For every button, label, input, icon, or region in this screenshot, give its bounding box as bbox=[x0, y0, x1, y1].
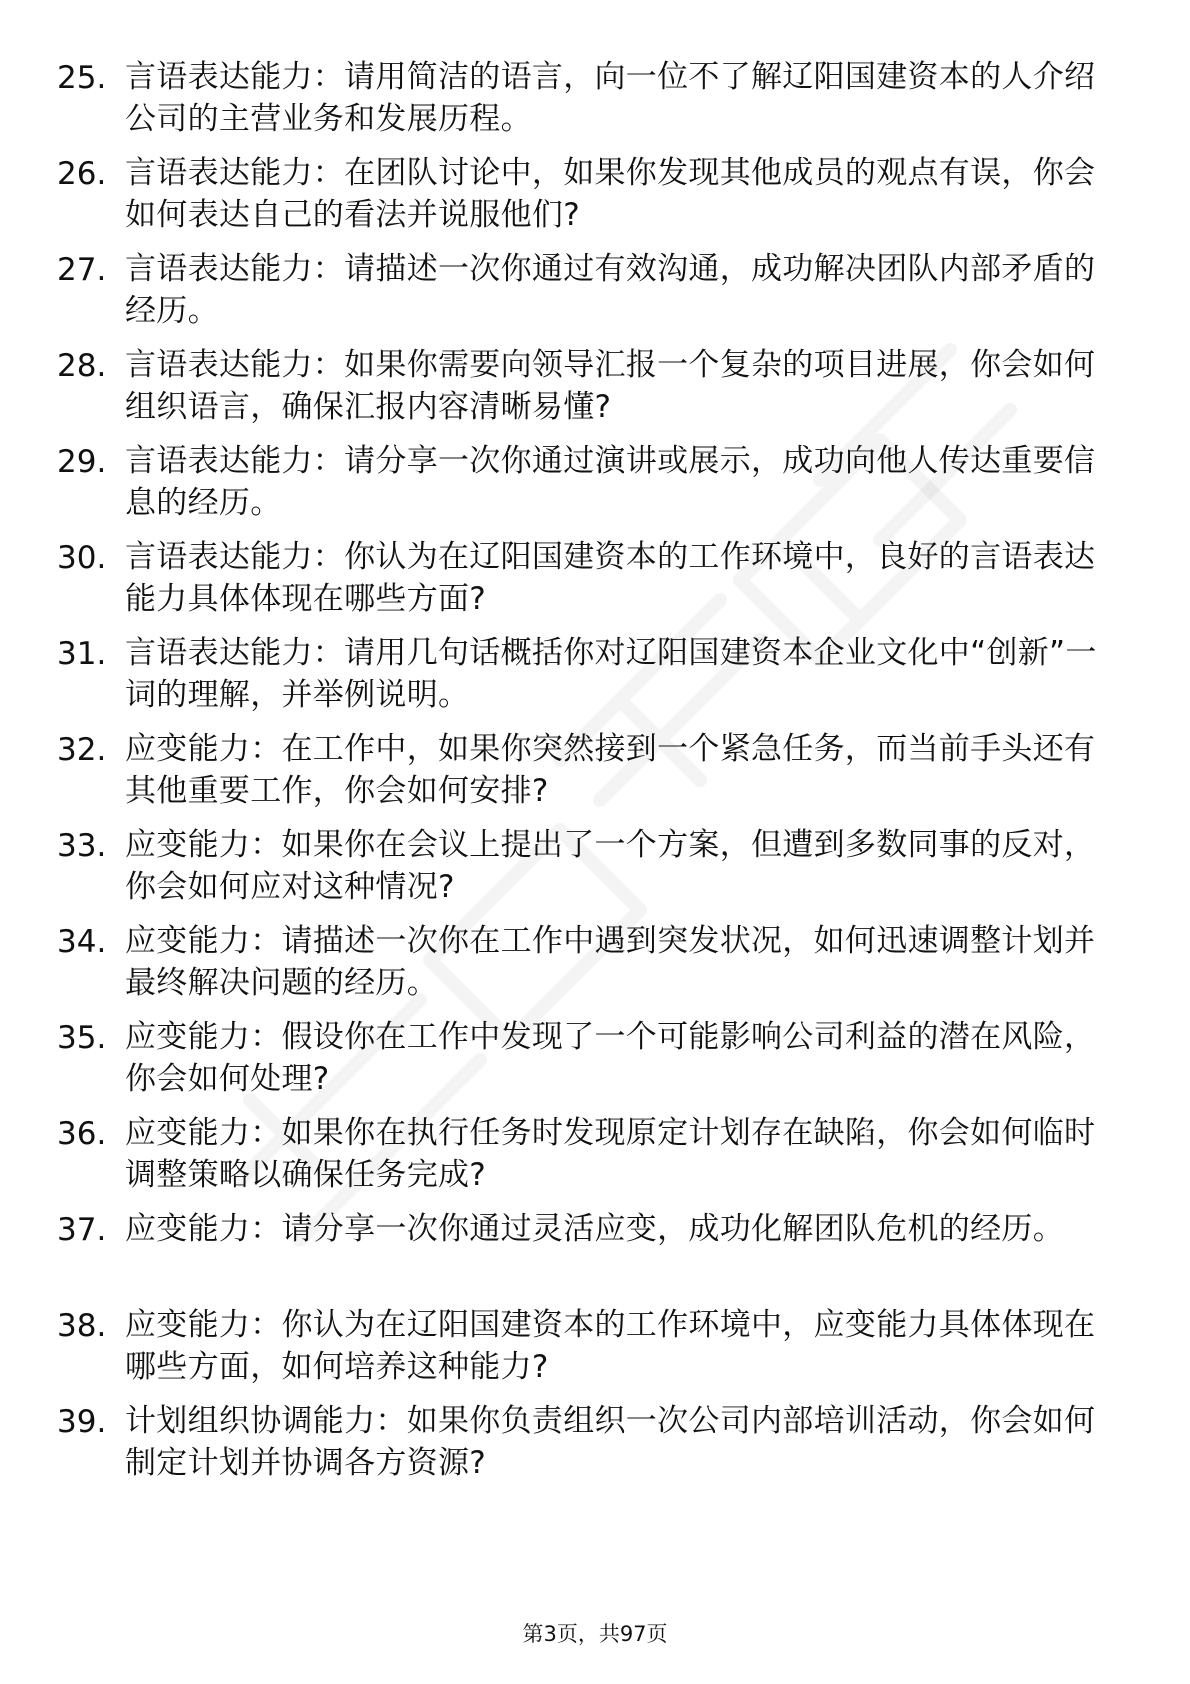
question-text: 言语表达能力：你认为在辽阳国建资本的工作环境中，良好的言语表达能力具体体现在哪些方面? bbox=[125, 539, 1096, 617]
question-number: 36. bbox=[57, 1116, 107, 1152]
question-text: 言语表达能力：如果你需要向领导汇报一个复杂的项目进展，你会如何组织语言，确保汇报内容清晰易懂? bbox=[125, 347, 1096, 425]
question-number: 25. bbox=[57, 60, 107, 96]
question-text: 应变能力：请描述一次你在工作中遇到突发状况，如何迅速调整计划并最终解决问题的经历。 bbox=[125, 923, 1096, 1001]
question-number: 35. bbox=[57, 1020, 107, 1056]
question-item bbox=[0, 1012, 1190, 1108]
question-item bbox=[0, 628, 1190, 724]
question-number: 28. bbox=[57, 348, 107, 384]
question-item bbox=[0, 1108, 1190, 1204]
question-text: 计划组织协调能力：如果你负责组织一次公司内部培训活动，你会如何制定计划并协调各方资源? bbox=[125, 1403, 1096, 1481]
question-text: 应变能力：如果你在执行任务时发现原定计划存在缺陷，你会如何临时调整策略以确保任务完成? bbox=[125, 1115, 1096, 1193]
question-item bbox=[0, 52, 1190, 148]
question-text: 言语表达能力：请分享一次你通过演讲或展示，成功向他人传达重要信息的经历。 bbox=[125, 443, 1096, 521]
question-text: 应变能力：请分享一次你通过灵活应变，成功化解团队危机的经历。 bbox=[125, 1211, 1064, 1247]
question-item bbox=[0, 1204, 1190, 1300]
question-number: 37. bbox=[57, 1212, 107, 1248]
question-number: 31. bbox=[57, 636, 107, 672]
question-item bbox=[0, 916, 1190, 1012]
question-text: 言语表达能力：请用简洁的语言，向一位不了解辽阳国建资本的人介绍公司的主营业务和发展历程。 bbox=[125, 59, 1096, 137]
question-text: 应变能力：如果你在会议上提出了一个方案，但遭到多数同事的反对，你会如何应对这种情况? bbox=[125, 827, 1096, 905]
question-number: 26. bbox=[57, 156, 107, 192]
question-number: 32. bbox=[57, 732, 107, 768]
question-text: 应变能力：假设你在工作中发现了一个可能影响公司利益的潜在风险，你会如何处理? bbox=[125, 1019, 1096, 1097]
question-text: 言语表达能力：请用几句话概括你对辽阳国建资本企业文化中“创新”一词的理解，并举例说明。 bbox=[125, 635, 1097, 713]
question-item bbox=[0, 724, 1190, 820]
question-list bbox=[0, 52, 1190, 1492]
question-item bbox=[0, 340, 1190, 436]
question-number: 34. bbox=[57, 924, 107, 960]
question-item bbox=[0, 148, 1190, 244]
question-item bbox=[0, 532, 1190, 628]
question-text: 应变能力：你认为在辽阳国建资本的工作环境中，应变能力具体体现在哪些方面，如何培养这种能力? bbox=[125, 1307, 1096, 1385]
question-item bbox=[0, 1396, 1190, 1492]
question-number: 39. bbox=[57, 1404, 107, 1440]
question-text: 言语表达能力：请描述一次你通过有效沟通，成功解决团队内部矛盾的经历。 bbox=[125, 251, 1096, 329]
question-item bbox=[0, 244, 1190, 340]
question-number: 38. bbox=[57, 1308, 107, 1344]
question-number: 33. bbox=[57, 828, 107, 864]
question-number: 30. bbox=[57, 540, 107, 576]
question-text: 言语表达能力：在团队讨论中，如果你发现其他成员的观点有误，你会如何表达自己的看法并说服他们? bbox=[125, 155, 1096, 233]
question-number: 27. bbox=[57, 252, 107, 288]
question-number: 29. bbox=[57, 444, 107, 480]
question-text: 应变能力：在工作中，如果你突然接到一个紧急任务，而当前手头还有其他重要工作，你会如何安排? bbox=[125, 731, 1096, 809]
page-number-footer: 第3页，共97页 bbox=[522, 1622, 668, 1646]
question-item bbox=[0, 436, 1190, 532]
question-item bbox=[0, 820, 1190, 916]
question-item bbox=[0, 1300, 1190, 1396]
